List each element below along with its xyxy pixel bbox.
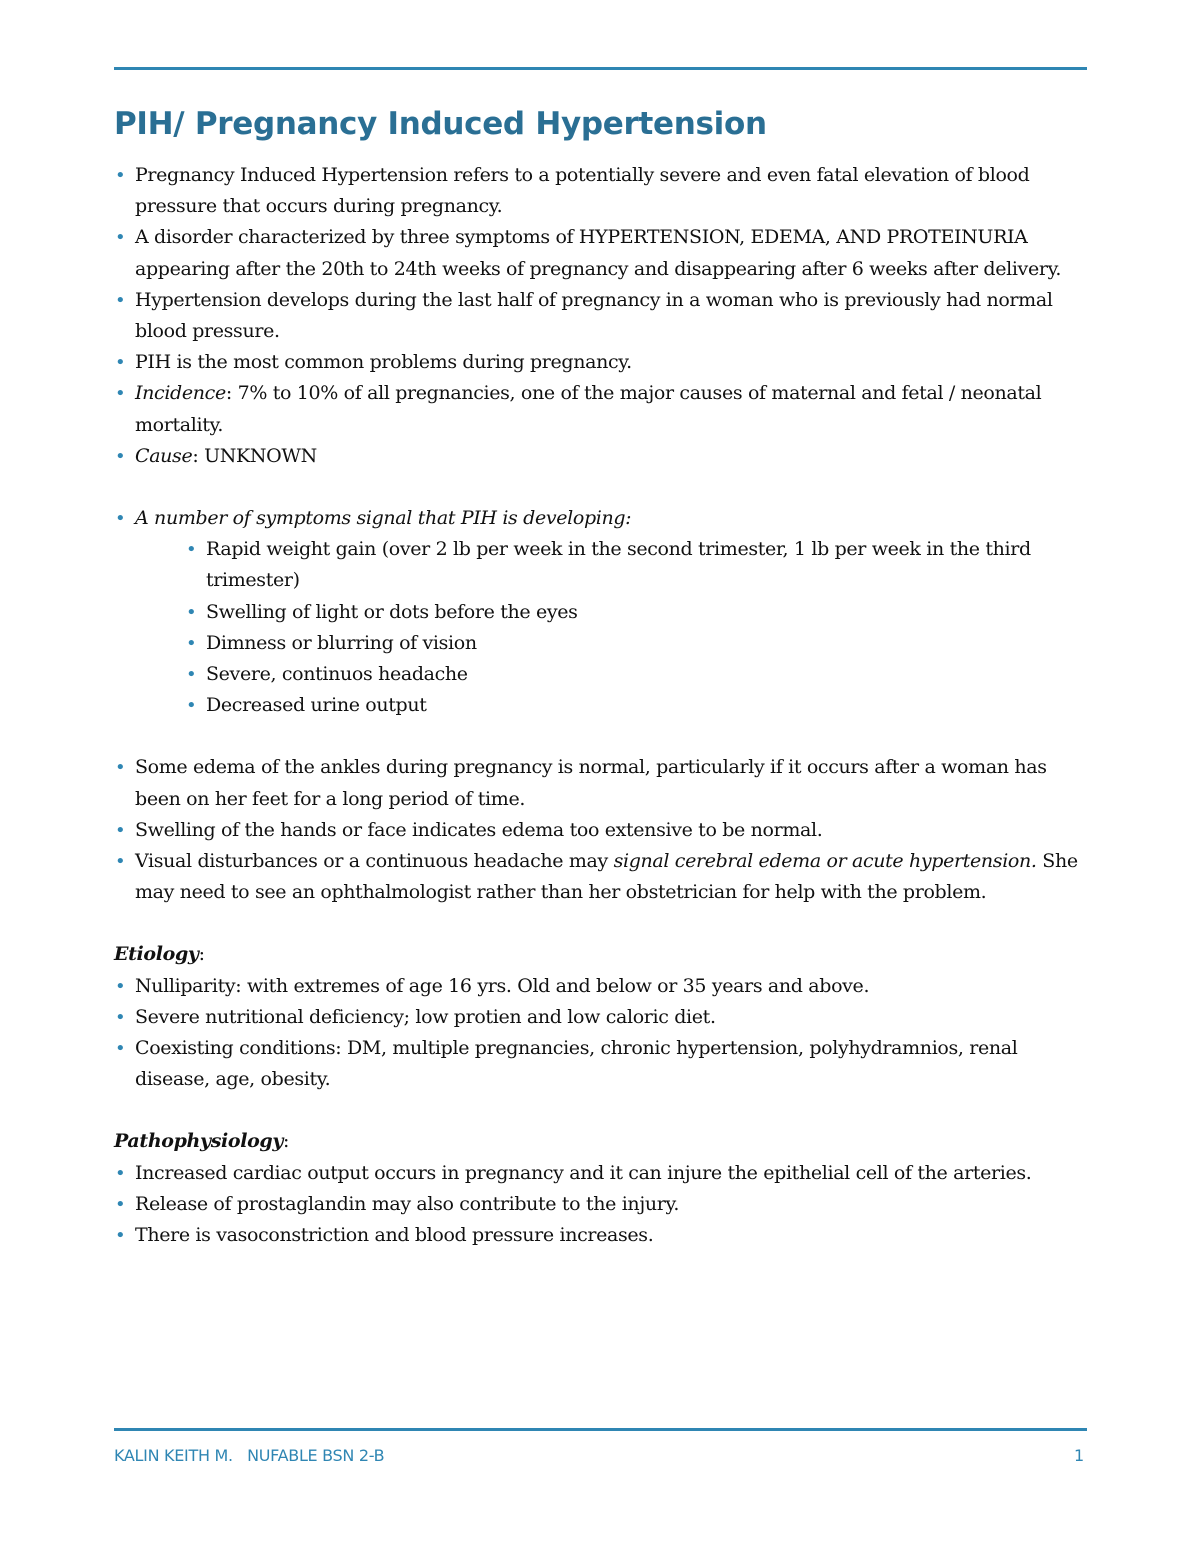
page-title: PIH/ Pregnancy Induced Hypertension (114, 106, 767, 142)
list-item: • Coexisting conditions: DM, multiple pregnancies, chronic hypertension, polyhydramnios, renal disease, age, obesity. (114, 1033, 1089, 1095)
list-item: • Some edema of the ankles during pregnancy is normal, particularly if it occurs after a woman has been on her feet for a long period of time. (114, 752, 1089, 814)
incidence-label: Incidence (135, 382, 226, 405)
pathophysiology-heading: Pathophysiology: (114, 1130, 290, 1153)
list-item: • Pregnancy Induced Hypertension refers to a potentially severe and even fatal elevation of blood pressure that occurs during pregnancy. (114, 160, 1089, 222)
list-item: • A disorder characterized by three symptoms of HYPERTENSION, EDEMA, AND PROTEINURIA appearing after the 20th to 24th weeks of pregnancy and disappearing after 6 weeks after delivery. (114, 222, 1089, 284)
list-item: • PIH is the most common problems during pregnancy. (114, 347, 1089, 378)
pathophysiology-heading-text: Pathophysiology (114, 1130, 284, 1153)
cause-item (114, 441, 1089, 472)
list-item: • Hypertension develops during the last half of pregnancy in a woman who is previously had normal blood pressure. (114, 285, 1089, 347)
footer-rule (114, 1428, 1087, 1431)
intro-list (114, 160, 1089, 472)
list-item: • Increased cardiac output occurs in pregnancy and it can injure the epithelial cell of the arteries. (114, 1158, 1089, 1189)
pathophysiology-list (114, 1158, 1089, 1252)
list-item: • There is vasoconstriction and blood pressure increases. (114, 1220, 1089, 1251)
symptoms-list (185, 534, 1089, 721)
visual-note-italic: signal cerebral edema or acute hypertension. (613, 850, 1037, 873)
edema-list (114, 752, 1089, 908)
page-number: 1 (1074, 1446, 1085, 1465)
visual-note-end: She may need to see an ophthalmologist rather than her obstetrician for help with the problem. (135, 850, 1078, 904)
symptom-item: • Dimness or blurring of vision (185, 628, 1089, 659)
spacer (114, 472, 1089, 503)
cause-label: Cause (135, 444, 193, 467)
cause-text: : UNKNOWN (192, 444, 317, 467)
symptoms-section (114, 503, 1089, 534)
incidence-item (114, 378, 1089, 440)
symptoms-intro (114, 503, 1089, 534)
footer-author: KALIN KEITH M. NUFABLE BSN 2-B (114, 1446, 385, 1465)
list-item: • Release of prostaglandin may also contribute to the injury. (114, 1189, 1089, 1220)
header-rule (114, 67, 1087, 70)
etiology-heading-text: Etiology (114, 943, 199, 966)
list-item: • Nulliparity: with extremes of age 16 yrs. Old and below or 35 years and above. (114, 971, 1089, 1002)
symptom-item: • Rapid weight gain (over 2 lb per week in the second trimester, 1 lb per week in the third trimester) (185, 534, 1089, 596)
incidence-text: : 7% to 10% of all pregnancies, one of the major causes of maternal and fetal / neonatal mortality. (135, 382, 1042, 436)
visual-note-item (114, 846, 1089, 908)
etiology-heading: Etiology: (114, 943, 205, 966)
spacer (114, 908, 1089, 939)
spacer (114, 1095, 1089, 1126)
etiology-list (114, 971, 1089, 1096)
document-body (114, 160, 1089, 1251)
spacer (114, 721, 1089, 752)
list-item: • Swelling of the hands or face indicates edema too extensive to be normal. (114, 815, 1089, 846)
visual-note-start: Visual disturbances or a continuous headache may (135, 850, 614, 873)
symptom-item: • Severe, continuos headache (185, 659, 1089, 690)
list-item: • Severe nutritional deficiency; low protien and low caloric diet. (114, 1002, 1089, 1033)
symptom-item: • Decreased urine output (185, 690, 1089, 721)
symptom-item: • Swelling of light or dots before the eyes (185, 597, 1089, 628)
symptoms-intro-text: A number of symptoms signal that PIH is developing: (135, 507, 632, 530)
